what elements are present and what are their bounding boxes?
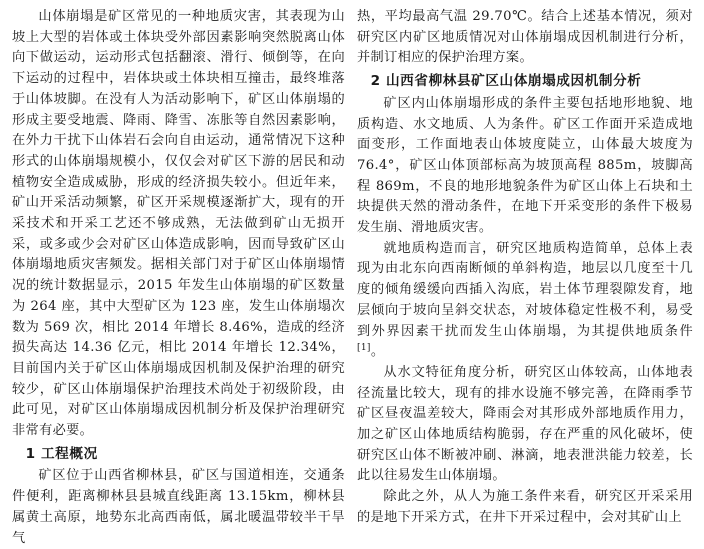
left-column <box>12 7 345 549</box>
right-column <box>357 7 693 529</box>
terrain-paragraph: 矿区内山体崩塌形成的条件主要包括地形地貌、地质构造、水文地质、人为条件。矿区工作面开采造成地面变形，工作面地表山体坡度陡立，山体最大坡度为 76.4°，矿区山体顶部标高为坡顶高程 885m，坡脚高程 869m，不良的地形地貌条件为矿区山体上石块和土块提供天然的滑动条件，在地下开采变形的条件下极易发生崩、滑地质灾害。 <box>357 95 693 236</box>
section-heading-mechanism-analysis: 2 山西省柳林县矿区山体崩塌成因机制分析 <box>370 73 642 90</box>
geology-text: 就地质构造而言，研究区地质构造简单，总体上表现为由北东向西南断倾的单斜构造，地层以几度至十几度的倾角缓缓向西插入沟底，岩土体节理裂隙发育，地层倾向于坡向呈斜交状态，对坡体稳定性极不利，易受到外界因素干扰而发生山体崩塌，为其提供地质条件 <box>357 240 693 339</box>
project-overview-paragraph: 矿区位于山西省柳林县，矿区与国道相连，交通条件便利，距离柳林县县城直线距离 13.15km，柳林县属黄土高原，地势东北高西南低，属北暖温带较半干旱气 <box>12 468 345 546</box>
section-heading-project-overview: 1 工程概况 <box>25 445 98 462</box>
intro-paragraph: 山体崩塌是矿区常见的一种地质灾害，其表现为山坡上大型的岩体或土体块受外部因素影响突然脱离山体向下做运动，运动形式包括翻滚、滑行、倾倒等，在向下运动的过程中，岩体块或土体块相互撞击，最终堆落于山体坡脚。在没有人为活动影响下，矿区山体崩塌的形成主要受地震、降雨、降雪、冻胀等自然因素影响，在外力干扰下山体岩石会向自由运动，通常情况下这种形式的山体崩塌规模小，仅仅会对矿区下游的居民和动植物安全造成威胁，形成的经济损失较小。但近年来，矿山开采活动频繁，矿区开采规模逐渐扩大，现有的开采技术和开采工艺还不够成熟，无法做到矿山无损开采，或多或少会对矿区山体造成影响，因而导致矿区山体崩塌地质灾害频发。据相关部门对于矿区山体崩塌情况的统计数据显示，2015 年发生山体崩塌的矿区数量为 264 座，其中大型矿区为 123 座，发生山体崩塌次数为 569 次，相比 2014 年增长 8.46%，造成的经济损失高达 14.36 亿元，相比 2014 年增长 12.34%，目前国内关于矿区山体崩塌成因机制及保护治理的研究较少，矿区山体崩塌保护治理技术尚处于初级阶段，由此可见，对矿区山体崩塌成因机制分析及保护治理研究非常有必要。 <box>12 9 345 439</box>
human-factors-paragraph: 除此之外，从人为施工条件来看，研究区开采采用的是地下开采方式，在井下开采过程中，会对其矿山上 <box>357 489 693 525</box>
geology-text-end: 。 <box>370 344 385 360</box>
hydrology-paragraph: 从水文特征角度分析，研究区山体较高，山体地表径流量比较大，现有的排水设施不够完善，在降雨季节矿区昼夜温差较大，降雨会对其形成外部地质作用力，加之矿区山体地质结构脆弱，存在严重的风化破坏，使研究区山体不断被冲刷、淋滴，地表泄洪能力较差，长此以往易发生山体崩塌。 <box>357 364 693 484</box>
project-overview-continued: 热，平均最高气温 29.70℃。结合上述基本情况，须对研究区内矿区地质情况对山体崩塌成因机制进行分析，并制订相应的保护治理方案。 <box>357 9 693 66</box>
geology-paragraph <box>357 239 693 363</box>
citation-ref: [1] <box>357 343 371 354</box>
